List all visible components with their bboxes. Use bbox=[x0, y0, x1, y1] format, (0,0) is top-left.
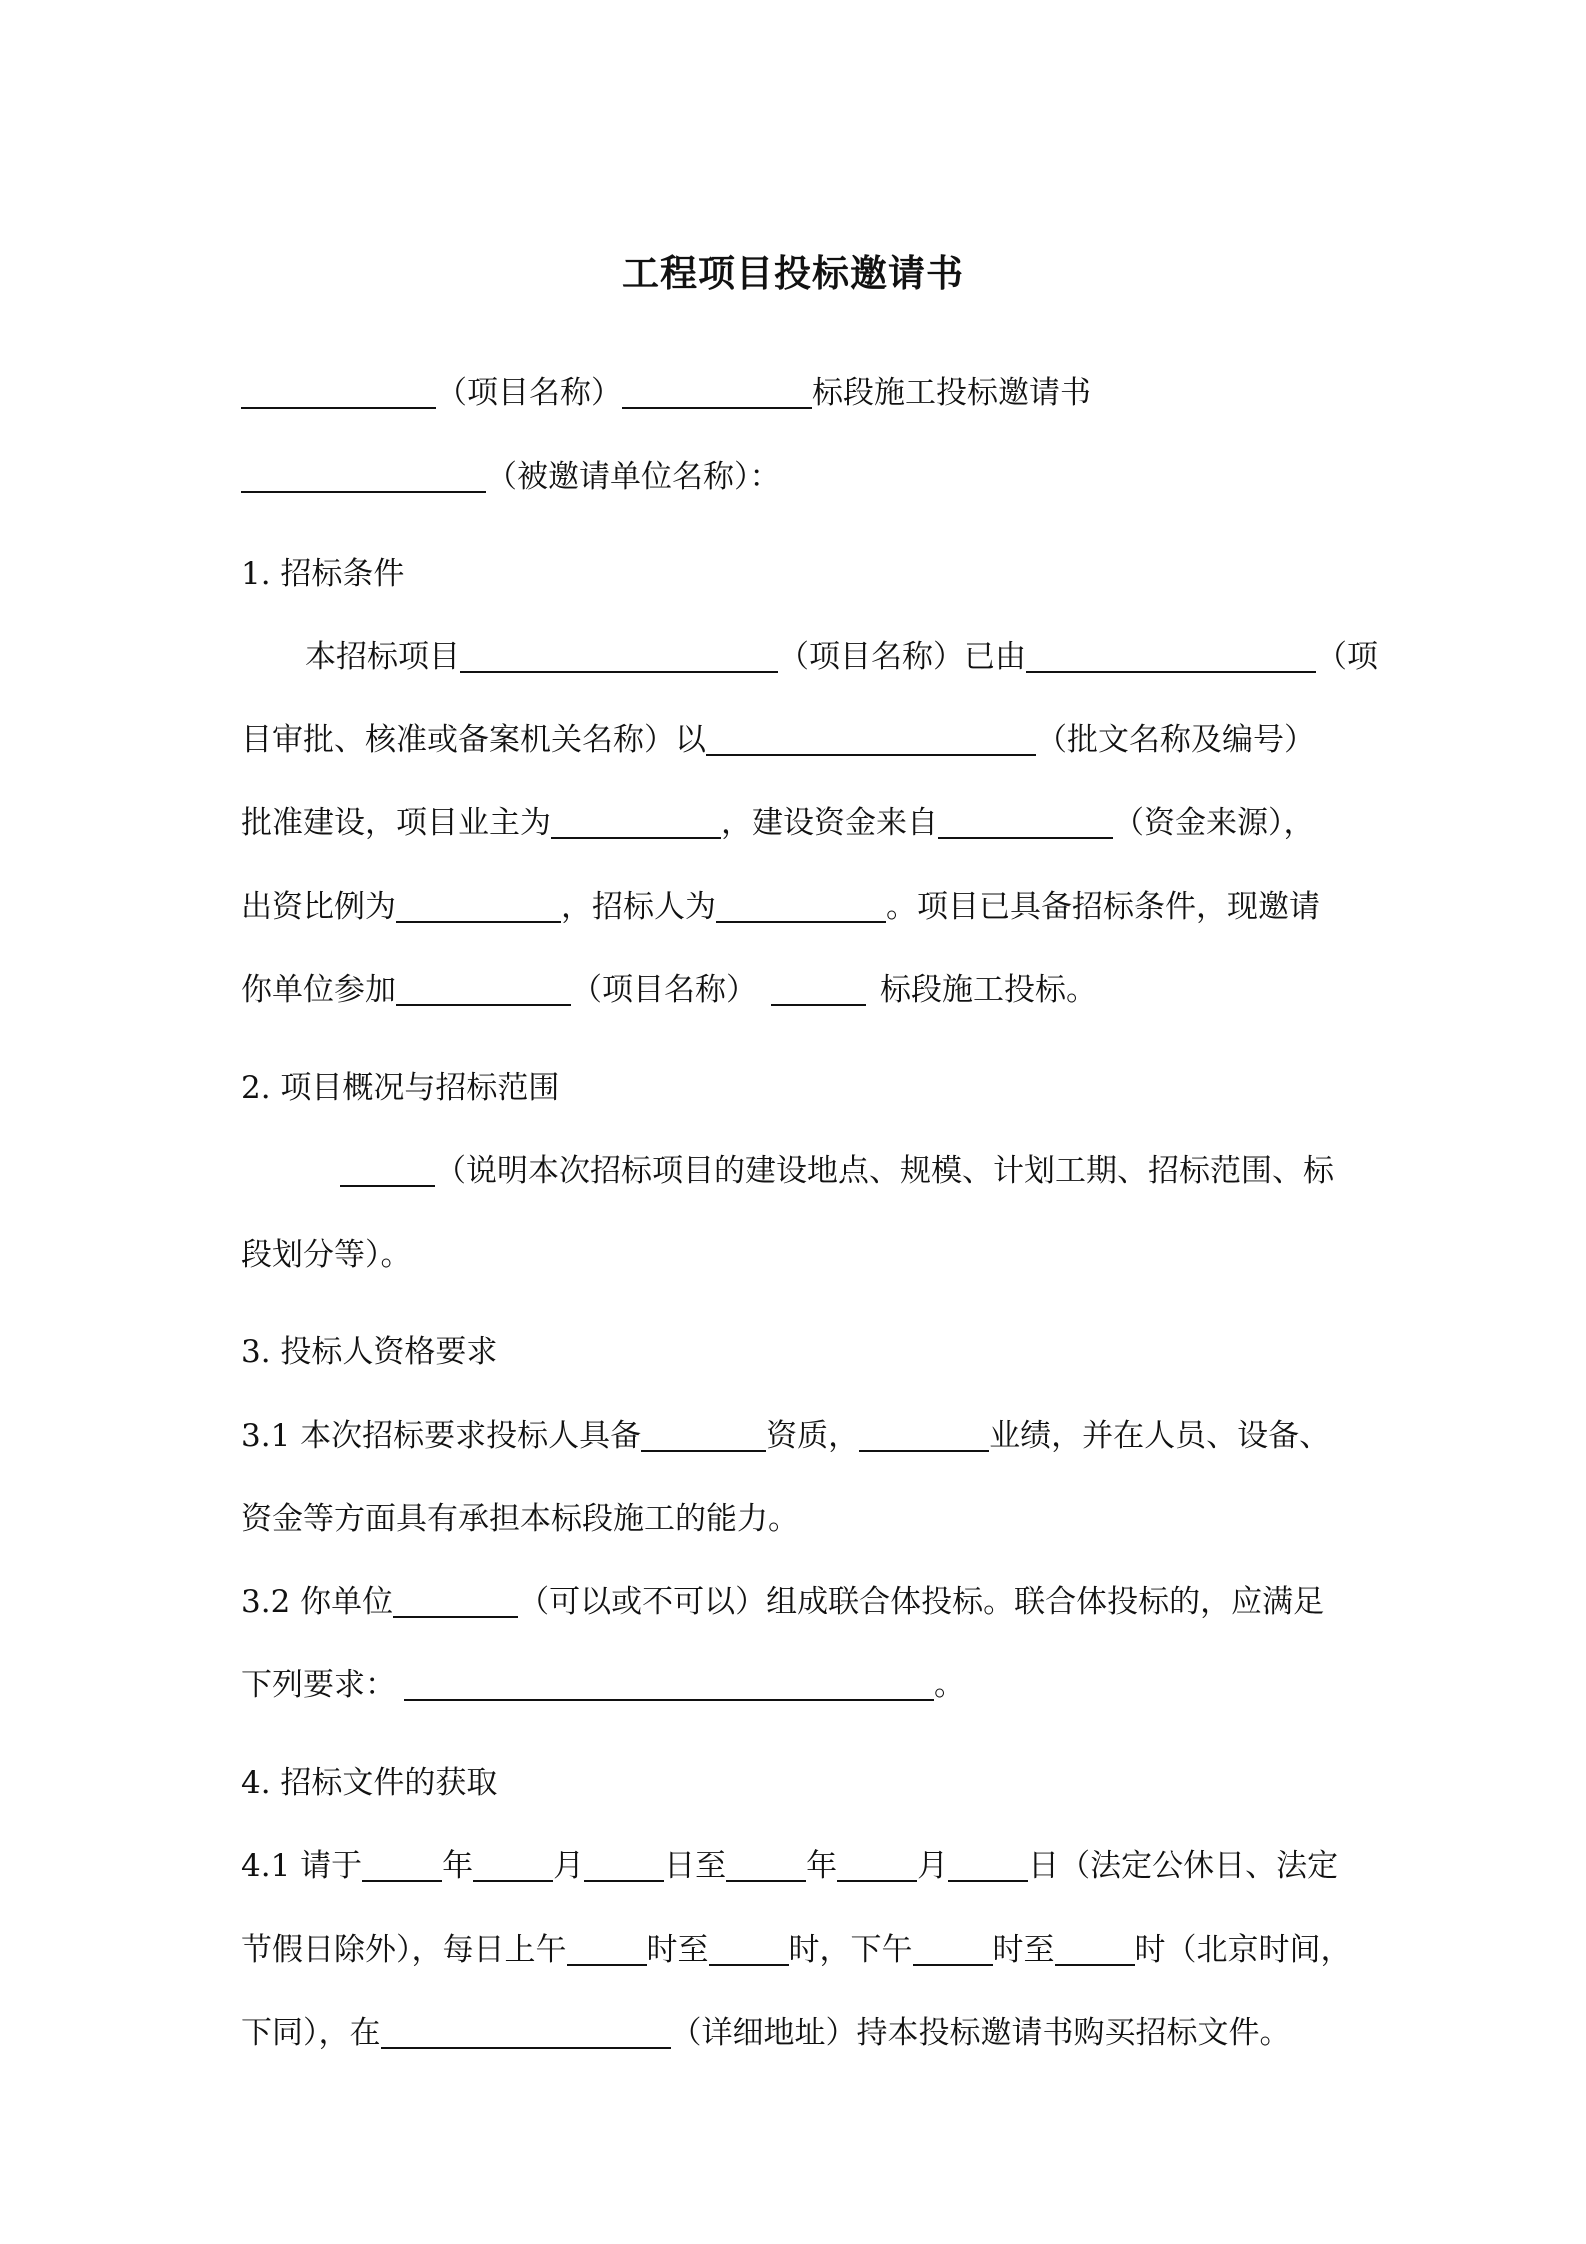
blank-field[interactable] bbox=[396, 887, 561, 923]
section-2-heading: 2. 项目概况与招标范围 bbox=[241, 1070, 560, 1106]
blank-field[interactable] bbox=[584, 1846, 664, 1882]
s4-line-1: 4.1 请于 年 月 日至 年 月 日（法定公休日、法定 bbox=[241, 1848, 1339, 1884]
s1-line-1: 本招标项目 （项目名称）已由 （项 bbox=[305, 639, 1378, 675]
s3-line-3: 3.2 你单位 （可以或不可以）组成联合体投标。联合体投标的，应满足 bbox=[241, 1584, 1325, 1620]
s2-line-1: （说明本次招标项目的建设地点、规模、计划工期、招标范围、标 bbox=[340, 1146, 1334, 1196]
header-line-invitee: （被邀请单位名称）： bbox=[241, 452, 781, 502]
blank-field[interactable] bbox=[837, 1846, 917, 1882]
s3-line-4: 下列要求： 。 bbox=[241, 1667, 965, 1703]
s1-line-4: 出资比例为 ，招标人为 。项目已具备招标条件，现邀请 bbox=[241, 889, 1320, 925]
blank-field[interactable] bbox=[938, 803, 1113, 839]
blank-field[interactable] bbox=[241, 457, 486, 493]
s4-line-3: 下同），在 （详细地址）持本投标邀请书购买招标文件。 bbox=[241, 2015, 1291, 2051]
blank-field[interactable] bbox=[460, 637, 778, 673]
document-title: 工程项目投标邀请书 bbox=[622, 251, 964, 295]
blank-field[interactable] bbox=[404, 1665, 934, 1701]
s4-line-2: 节假日除外），每日上午 时至 时，下午 时至 时（北京时间， bbox=[241, 1932, 1352, 1968]
blank-field[interactable] bbox=[859, 1416, 989, 1452]
s3-line-1: 3.1 本次招标要求投标人具备 资质， 业绩，并在人员、设备、 bbox=[241, 1418, 1331, 1454]
blank-field[interactable] bbox=[709, 1930, 789, 1966]
blank-field[interactable] bbox=[771, 970, 866, 1006]
blank-field[interactable] bbox=[622, 373, 812, 409]
section-3-heading: 3. 投标人资格要求 bbox=[241, 1334, 498, 1370]
blank-field[interactable] bbox=[381, 2013, 671, 2049]
blank-field[interactable] bbox=[567, 1930, 647, 1966]
s3-line-2: 资金等方面具有承担本标段施工的能力。 bbox=[241, 1501, 799, 1537]
blank-field[interactable] bbox=[473, 1846, 553, 1882]
s1-line-3: 批准建设，项目业主为 ，建设资金来自 （资金来源）， bbox=[241, 805, 1315, 841]
blank-field[interactable] bbox=[340, 1151, 435, 1187]
blank-field[interactable] bbox=[241, 373, 436, 409]
blank-field[interactable] bbox=[551, 803, 721, 839]
blank-field[interactable] bbox=[1055, 1930, 1135, 1966]
s1-line-5: 你单位参加 （项目名称） 标段施工投标。 bbox=[241, 972, 1097, 1008]
blank-field[interactable] bbox=[396, 970, 571, 1006]
blank-field[interactable] bbox=[948, 1846, 1028, 1882]
blank-field[interactable] bbox=[726, 1846, 806, 1882]
section-1-heading: 1. 招标条件 bbox=[241, 556, 405, 592]
blank-field[interactable] bbox=[1026, 637, 1316, 673]
blank-field[interactable] bbox=[913, 1930, 993, 1966]
blank-field[interactable] bbox=[706, 720, 1036, 756]
blank-field[interactable] bbox=[641, 1416, 766, 1452]
s2-line-2: 段划分等）。 bbox=[241, 1237, 412, 1273]
blank-field[interactable] bbox=[716, 887, 886, 923]
blank-field[interactable] bbox=[393, 1582, 518, 1618]
blank-field[interactable] bbox=[362, 1846, 442, 1882]
s1-line-2: 目审批、核准或备案机关名称）以 （批文名称及编号） bbox=[241, 722, 1315, 758]
section-4-heading: 4. 招标文件的获取 bbox=[241, 1765, 498, 1801]
header-line-project: （项目名称） 标段施工投标邀请书 bbox=[241, 368, 1091, 418]
